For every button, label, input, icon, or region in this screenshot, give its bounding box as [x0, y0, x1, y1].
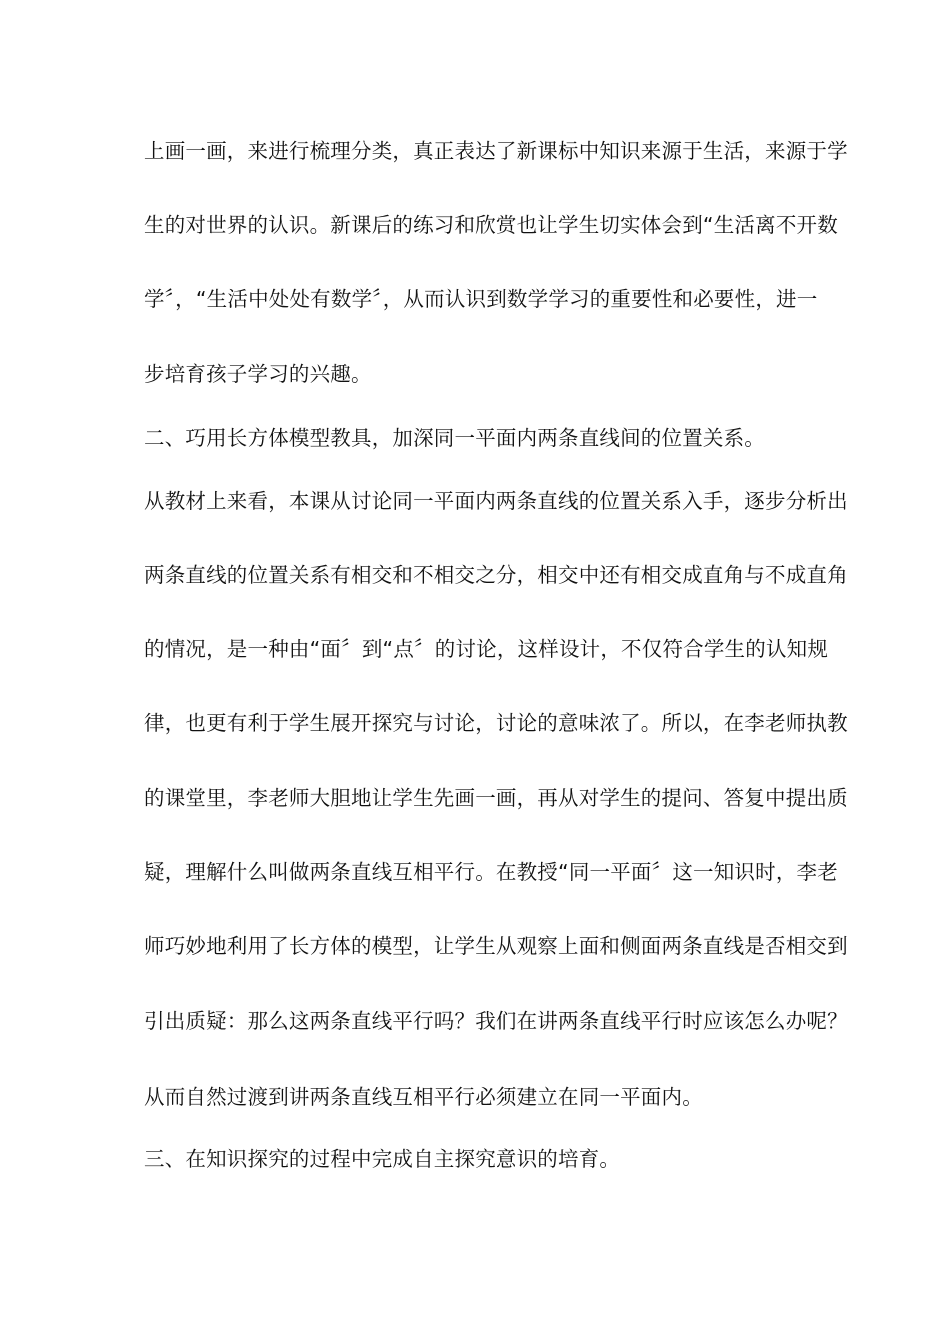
text-line-11: 疑，理解什么叫做两条直线互相平行。在教授“同一平面〞这一知识时，李老 [144, 860, 838, 884]
text-line-10: 的课堂里，李老师大胆地让学生先画一画，再从对学生的提问、答复中提出质 [144, 786, 848, 810]
text-line-3: 学〞，“生活中处处有数学〞，从而认识到数学学习的重要性和必要性，进一 [144, 287, 818, 311]
section-heading-2: 二、巧用长方体模型教具，加深同一平面内两条直线间的位置关系。 [144, 426, 765, 450]
text-line-8: 的情况，是一种由“面〞到“点〞的讨论，这样设计，不仅符合学生的认知规 [144, 637, 829, 661]
text-line-13: 引出质疑：那么这两条直线平行吗？我们在讲两条直线平行时应该怎么办呢？ [144, 1009, 848, 1033]
text-line-1: 上画一画，来进行梳理分类，真正表达了新课标中知识来源于生活，来源于学 [144, 139, 848, 163]
text-line-4: 步培育孩子学习的兴趣。 [144, 362, 372, 386]
text-line-14: 从而自然过渡到讲两条直线互相平行必须建立在同一平面内。 [144, 1085, 703, 1109]
section-heading-3: 三、在知识探究的过程中完成自主探究意识的培育。 [144, 1147, 621, 1171]
text-line-12: 师巧妙地利用了长方体的模型，让学生从观察上面和侧面两条直线是否相交到 [144, 934, 848, 958]
text-line-7: 两条直线的位置关系有相交和不相交之分，相交中还有相交成直角与不成直角 [144, 563, 848, 587]
text-line-2: 生的对世界的认识。新课后的练习和欣赏也让学生切实体会到“生活离不开数 [144, 213, 838, 237]
text-line-6: 从教材上来看，本课从讨论同一平面内两条直线的位置关系入手，逐步分析出 [144, 489, 848, 513]
text-line-9: 律，也更有利于学生展开探究与讨论，讨论的意味浓了。所以，在李老师执教 [144, 711, 848, 735]
